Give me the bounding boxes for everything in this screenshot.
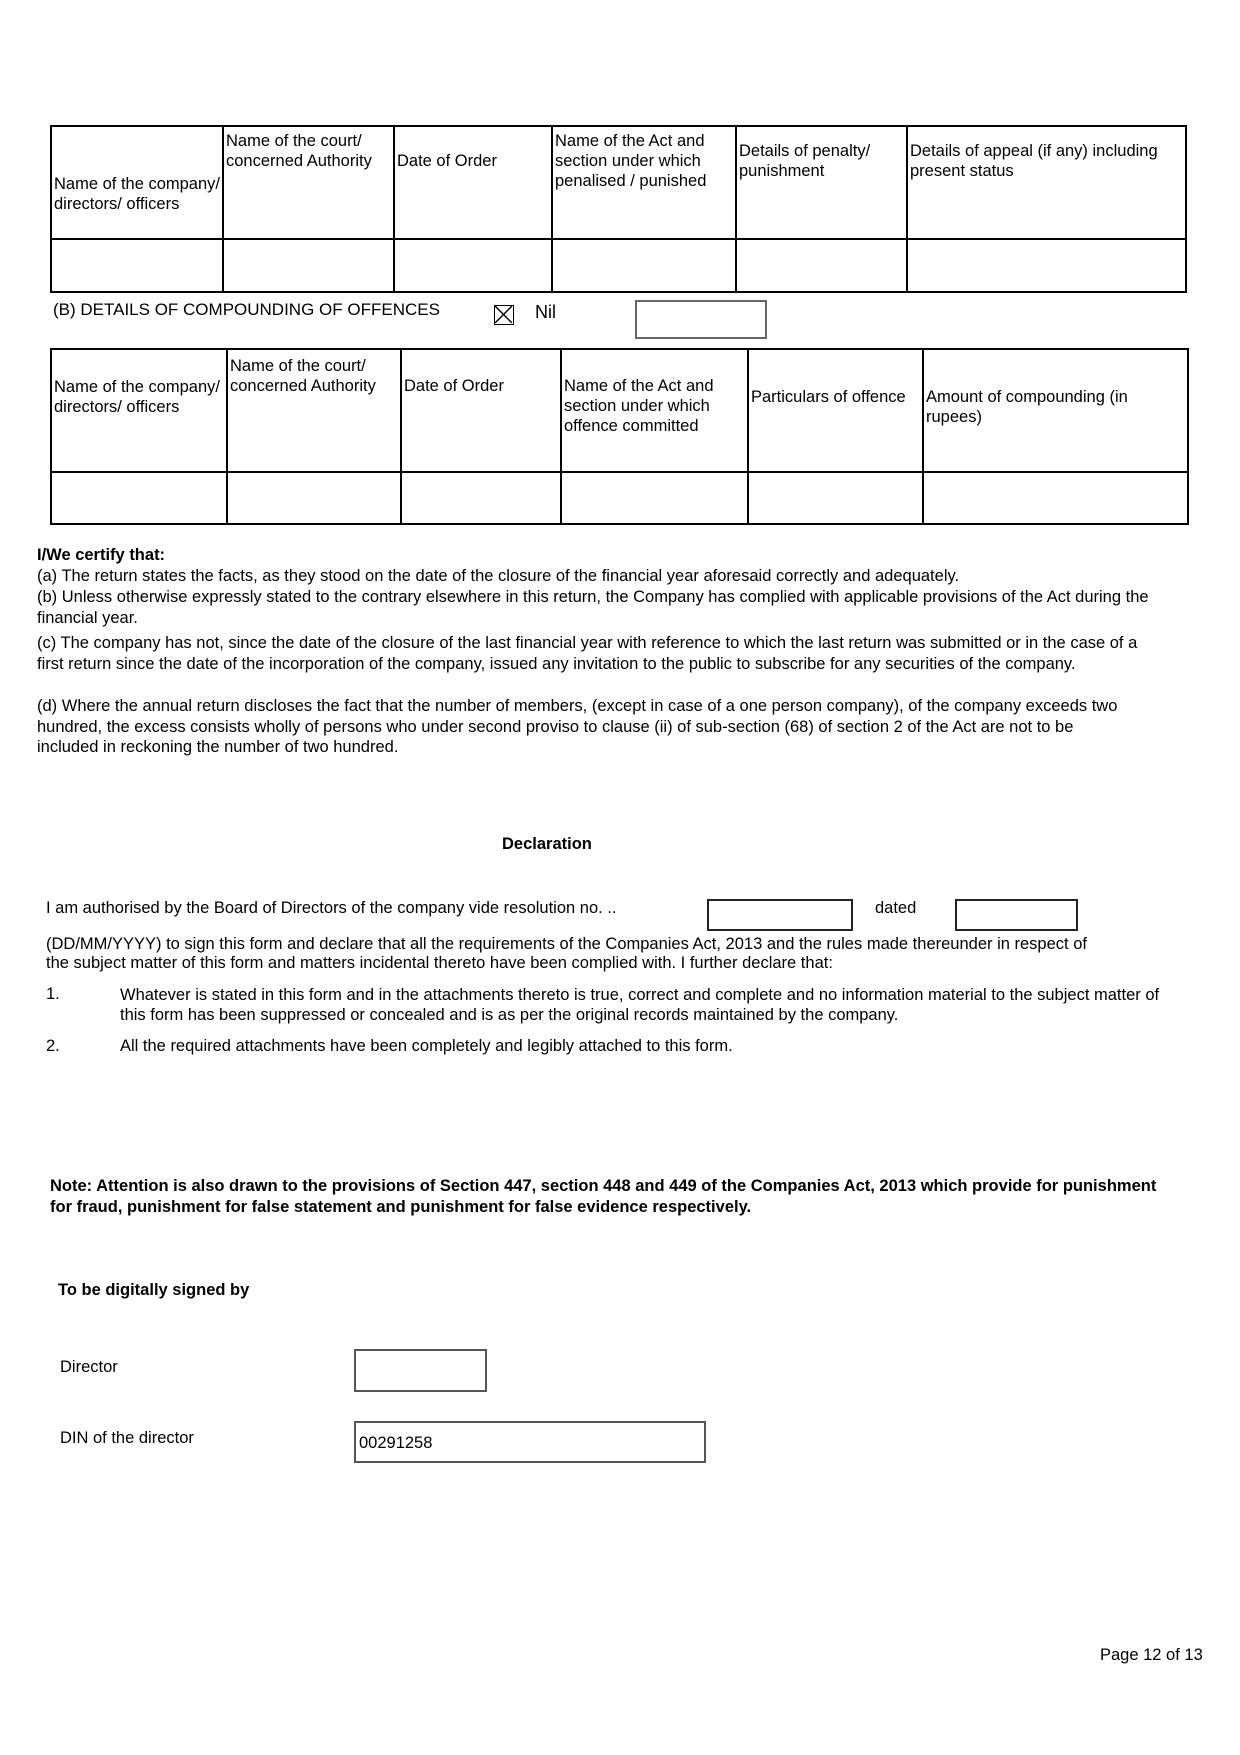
declaration-heading: Declaration — [502, 835, 592, 853]
din-label: DIN of the director — [60, 1429, 194, 1447]
cell-input[interactable] — [227, 472, 401, 524]
din-input[interactable]: 00291258 — [354, 1421, 706, 1463]
dated-label: dated — [875, 899, 917, 917]
certify-item-d: (d) Where the annual return discloses the fact that the number of members, (except in case of a one person company), of the company exceeds two hundred, the excess consists wholly of persons who under second proviso to clause (ii) of sub-section (68) of section 2 of the Act are not to be included in reckoning the number of two hundred. — [37, 697, 1118, 756]
cell-input[interactable] — [51, 239, 223, 292]
declaration-point-2-text: All the required attachments have been completely and legibly attached to this form. — [120, 1037, 733, 1055]
director-signature-input[interactable] — [354, 1349, 487, 1392]
header-company-directors: Name of the company/ directors/ officers — [51, 126, 223, 239]
cell-input[interactable] — [394, 239, 552, 292]
certify-item-b: (b) Unless otherwise expressly stated to the contrary elsewhere in this return, the Company has complied with applicable provisions of the Act during the financial year. — [37, 588, 1149, 627]
header-court-authority: Name of the court/ concerned Authority — [223, 126, 394, 239]
table-row — [51, 239, 1186, 292]
director-label: Director — [60, 1358, 118, 1376]
header-compounding-amount: Amount of compounding (in rupees) — [923, 349, 1188, 472]
header-date-of-order: Date of Order — [401, 349, 561, 472]
checked-x-icon — [495, 306, 512, 323]
authorised-text: I am authorised by the Board of Directors of the company vide resolution no. .. — [46, 899, 617, 917]
header-court-authority: Name of the court/ concerned Authority — [227, 349, 401, 472]
dated-input[interactable] — [955, 899, 1078, 931]
cell-input[interactable] — [923, 472, 1188, 524]
page-indicator: Page 12 of 13 — [1100, 1646, 1203, 1664]
certify-item-a: (a) The return states the facts, as they stood on the date of the closure of the financial year aforesaid correctly and adequately. — [37, 567, 960, 585]
cell-input[interactable] — [401, 472, 561, 524]
header-act-section: Name of the Act and section under which penalised / punished — [552, 126, 736, 239]
nil-count-input[interactable] — [635, 300, 767, 339]
header-act-section: Name of the Act and section under which offence committed — [561, 349, 748, 472]
resolution-no-input[interactable] — [707, 899, 853, 931]
legal-note: Note: Attention is also drawn to the provisions of Section 447, section 448 and 449 of the Companies Act, 2013 which provide for punishment for fraud, punishment for false statement and punishment for false evidence respectively. — [50, 1177, 1157, 1216]
header-particulars-offence: Particulars of offence — [748, 349, 923, 472]
header-appeal-details: Details of appeal (if any) including present status — [907, 126, 1186, 239]
cell-input[interactable] — [907, 239, 1186, 292]
cell-input[interactable] — [561, 472, 748, 524]
cell-input[interactable] — [223, 239, 394, 292]
declaration-point-1-text: Whatever is stated in this form and in the attachments thereto is true, correct and complete and no information material to the subject matter of this form has been suppressed or concealed and is as per the original records maintained by the company. — [120, 986, 1160, 1024]
nil-label: Nil — [535, 302, 556, 322]
table-row — [51, 472, 1188, 524]
penalty-punishment-table — [50, 125, 1187, 293]
certify-item-c: (c) The company has not, since the date of the closure of the last financial year with reference to which the last return was submitted or in the case of a first return since the date of the incorporation of the company, issued any invitation to the public to subscribe for any securities of the company. — [37, 634, 1138, 673]
cell-input[interactable] — [748, 472, 923, 524]
cell-input[interactable] — [51, 472, 227, 524]
nil-checkbox[interactable] — [494, 305, 514, 325]
signature-heading: To be digitally signed by — [58, 1281, 250, 1299]
compounding-offences-table — [50, 348, 1189, 525]
header-penalty-details: Details of penalty/ punishment — [736, 126, 907, 239]
section-b-title: (B) DETAILS OF COMPOUNDING OF OFFENCES — [53, 300, 440, 319]
certify-heading: I/We certify that: — [37, 546, 166, 564]
cell-input[interactable] — [736, 239, 907, 292]
declaration-point-2-number: 2. — [46, 1037, 60, 1055]
declaration-body: (DD/MM/YYYY) to sign this form and declare that all the requirements of the Companies Act, 2013 and the rules made thereunder in respect of the subject matter of this form and matters incidental thereto have been complied with. I further declare that: — [46, 935, 1087, 972]
header-company-directors: Name of the company/ directors/ officers — [51, 349, 227, 472]
declaration-point-1-number: 1. — [46, 985, 60, 1003]
cell-input[interactable] — [552, 239, 736, 292]
header-date-of-order: Date of Order — [394, 126, 552, 239]
